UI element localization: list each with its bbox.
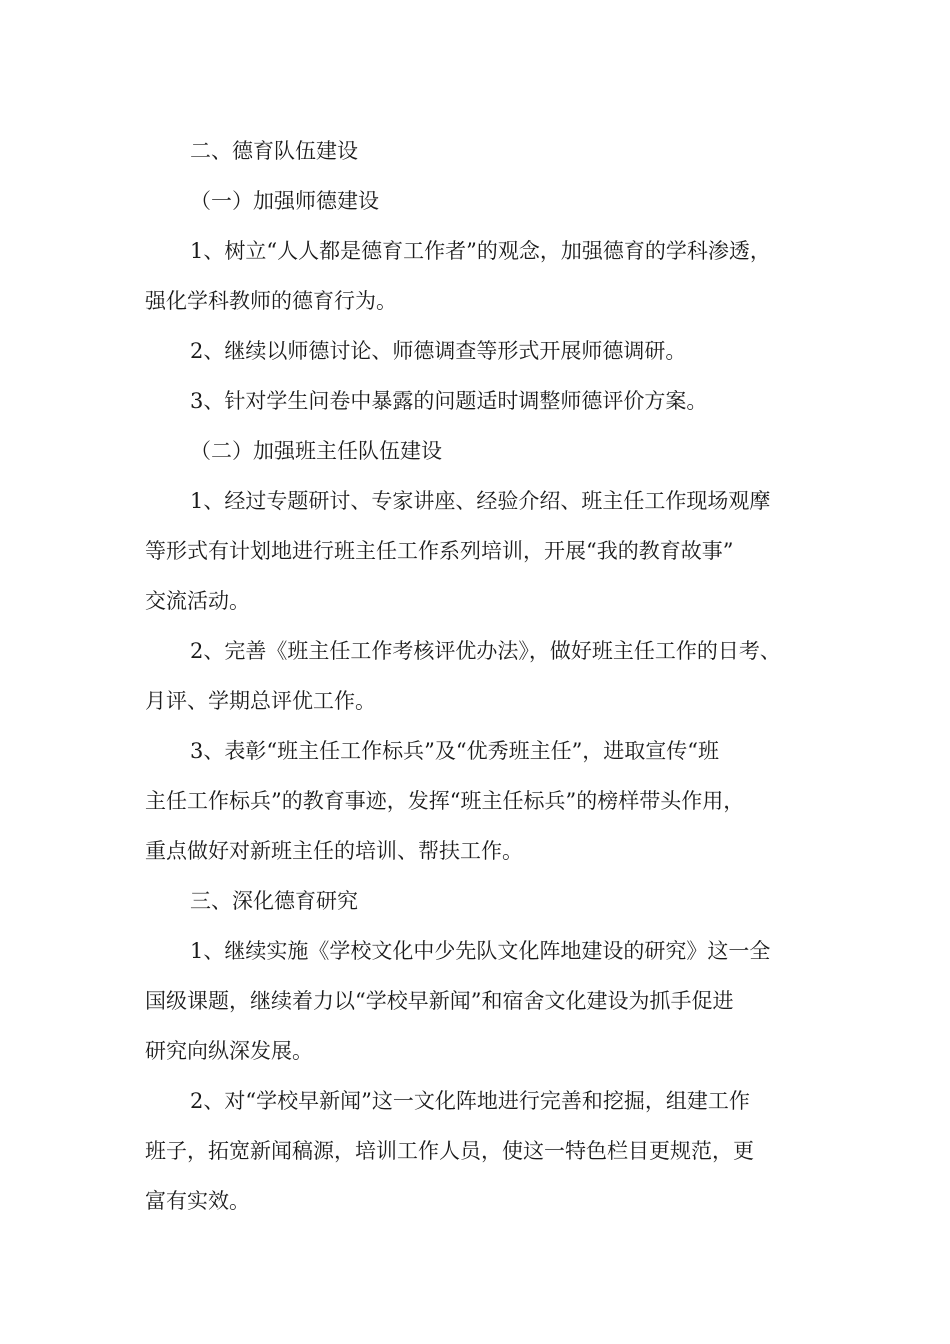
paragraph-line: 强化学科教师的德育行为。 (145, 289, 397, 313)
paragraph-line: 重点做好对新班主任的培训、帮扶工作。 (145, 839, 523, 863)
section-heading-moral-research: 三、深化德育研究 (190, 889, 358, 913)
paragraph-line: 国级课题，继续着力以“学校早新闻”和宿舍文化建设为抓手促进 (145, 989, 734, 1013)
paragraph-line: 1、经过专题研讨、专家讲座、经验介绍、班主任工作现场观摩 (190, 489, 771, 513)
subsection-heading-teacher-ethics: （一）加强师德建设 (190, 189, 379, 213)
paragraph-line: 2、继续以师德讨论、师德调查等形式开展师德调研。 (190, 339, 687, 363)
paragraph-line: 2、完善《班主任工作考核评优办法》，做好班主任工作的日考、 (190, 639, 781, 663)
paragraph-line: 3、表彰“班主任工作标兵”及“优秀班主任”，进取宣传“班 (190, 739, 720, 763)
paragraph-line: 班子，拓宽新闻稿源，培训工作人员，使这一特色栏目更规范，更 (145, 1139, 754, 1163)
paragraph-line: 1、继续实施《学校文化中少先队文化阵地建设的研究》这一全 (190, 939, 771, 963)
subsection-heading-head-teachers: （二）加强班主任队伍建设 (190, 439, 442, 463)
paragraph-line: 等形式有计划地进行班主任工作系列培训，开展“我的教育故事” (145, 539, 734, 563)
paragraph-line: 2、对“学校早新闻”这一文化阵地进行完善和挖掘，组建工作 (190, 1089, 750, 1113)
paragraph-line: 研究向纵深发展。 (145, 1039, 313, 1063)
paragraph-line: 主任工作标兵”的教育事迹，发挥“班主任标兵”的榜样带头作用， (145, 789, 745, 813)
paragraph-line: 1、树立“人人都是德育工作者”的观念，加强德育的学科渗透， (190, 239, 771, 263)
paragraph-line: 交流活动。 (145, 589, 250, 613)
paragraph-line: 3、针对学生问卷中暴露的问题适时调整师德评价方案。 (190, 389, 708, 413)
paragraph-line: 月评、学期总评优工作。 (145, 689, 376, 713)
section-heading-moral-team: 二、德育队伍建设 (190, 139, 358, 163)
paragraph-line: 富有实效。 (145, 1189, 250, 1213)
